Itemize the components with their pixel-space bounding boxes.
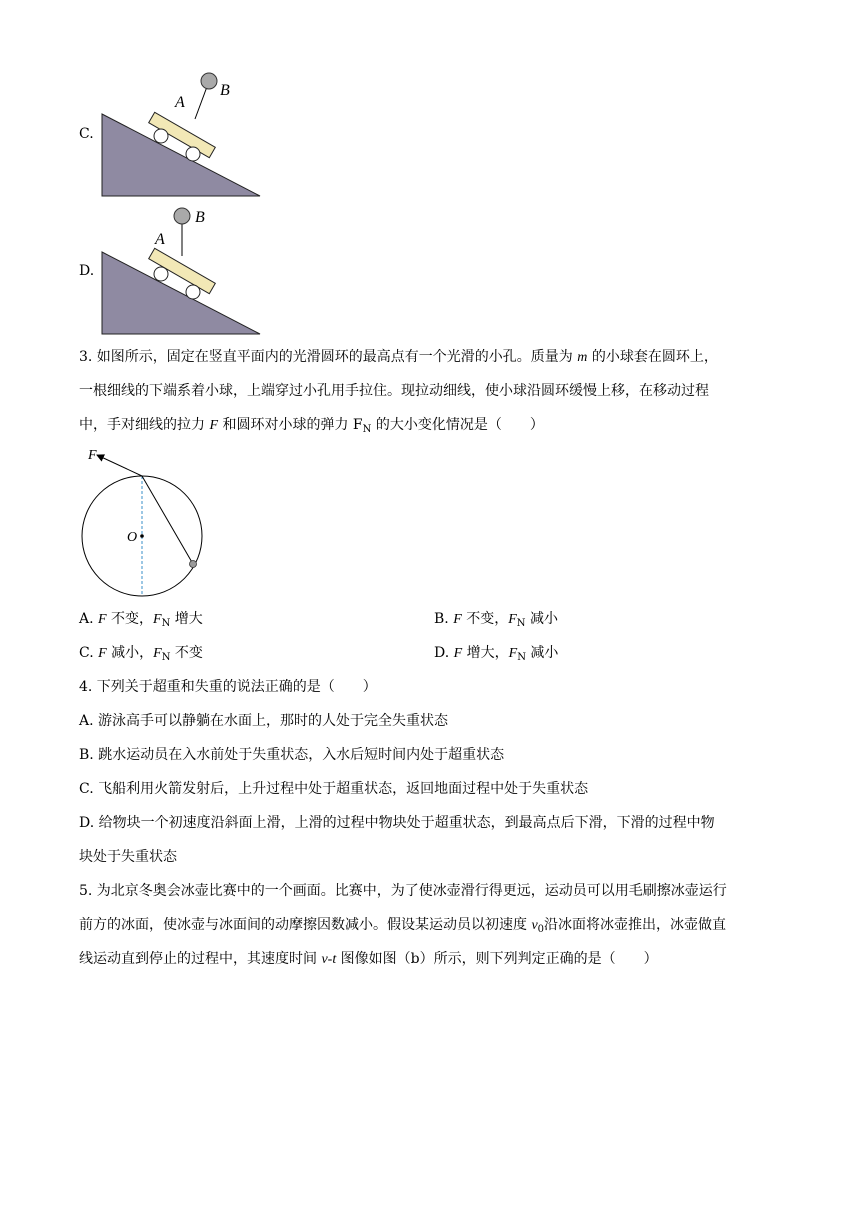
- q3-stem-line1: 3. 如图所示，固定在竖直平面内的光滑圆环的最高点有一个光滑的小孔。质量为 m 的小球套在圆环上，: [79, 349, 718, 365]
- q4-option-c: C. 飞船利用火箭发射后，上升过程中处于超重状态，返回地面过程中处于失重状态: [79, 781, 589, 797]
- q3-option-d: D. F 增大，$F_N$ 减小: [434, 645, 559, 663]
- label-b: B: [220, 82, 230, 99]
- label-b: B: [195, 209, 205, 226]
- wheel: [186, 285, 200, 299]
- ball-b: [201, 73, 217, 89]
- ball-b: [174, 208, 190, 224]
- q3-circle-diagram: [78, 443, 213, 598]
- wheel: [186, 147, 200, 161]
- q3-stem-line2: 一根细线的下端系着小球，上端穿过小孔用手拉住。现拉动细线，使小球沿圆环缓慢上移，在移动过程: [79, 383, 709, 399]
- q5-stem-line2: 前方的冰面，使冰壶与冰面间的动摩擦因数减小。假设某运动员以初速度 $v_0$沿冰面将冰壶推出，冰壶做直: [79, 917, 727, 935]
- option-d-diagram: [95, 202, 275, 337]
- label-a: A: [175, 94, 185, 111]
- q4-option-a: A. 游泳高手可以静躺在水面上，那时的人处于完全失重状态: [79, 713, 449, 729]
- q4-option-d-line2: 块处于失重状态: [79, 849, 177, 865]
- wheel: [154, 267, 168, 281]
- q5-stem-line1: 5. 为北京冬奥会冰壶比赛中的一个画面。比赛中，为了使冰壶滑行得更远，运动员可以用毛刷擦冰壶运行: [79, 883, 727, 899]
- incline: [102, 114, 260, 196]
- q3-option-b: B. F 不变，$F_N$ 减小: [434, 611, 558, 629]
- wheel: [154, 129, 168, 143]
- string: [142, 476, 193, 564]
- q4-stem: 4. 下列关于超重和失重的说法正确的是（ ）: [79, 679, 377, 695]
- small-ball: [190, 561, 197, 568]
- center-dot: [140, 534, 144, 538]
- q3-option-a: A. F 不变，$F_N$ 增大: [79, 611, 203, 629]
- q5-stem-line3: 线运动直到停止的过程中，其速度时间 v-t 图像如图（b）所示，则下列判定正确的是（ ）: [79, 951, 658, 967]
- q4-option-b: B. 跳水运动员在入水前处于失重状态，入水后短时间内处于超重状态: [79, 747, 505, 763]
- q3-option-c: C. F 减小，$F_N$ 不变: [79, 645, 203, 663]
- q4-option-d-line1: D. 给物块一个初速度沿斜面上滑，上滑的过程中物块处于超重状态，到最高点后下滑，下滑的过程中物: [79, 815, 715, 831]
- option-c-diagram: [95, 66, 275, 201]
- option-d-label: D.: [79, 263, 95, 279]
- rod: [195, 84, 208, 119]
- option-c-label: C.: [79, 126, 94, 142]
- label-a: A: [155, 231, 165, 248]
- fig-label-f: F: [88, 448, 97, 463]
- force-arrow: [97, 455, 142, 476]
- q3-stem-line3: 中，手对细线的拉力 F 和圆环对小球的弹力 $F_N$ 的大小变化情况是（ ）: [79, 417, 544, 435]
- fig-label-o: O: [127, 530, 138, 545]
